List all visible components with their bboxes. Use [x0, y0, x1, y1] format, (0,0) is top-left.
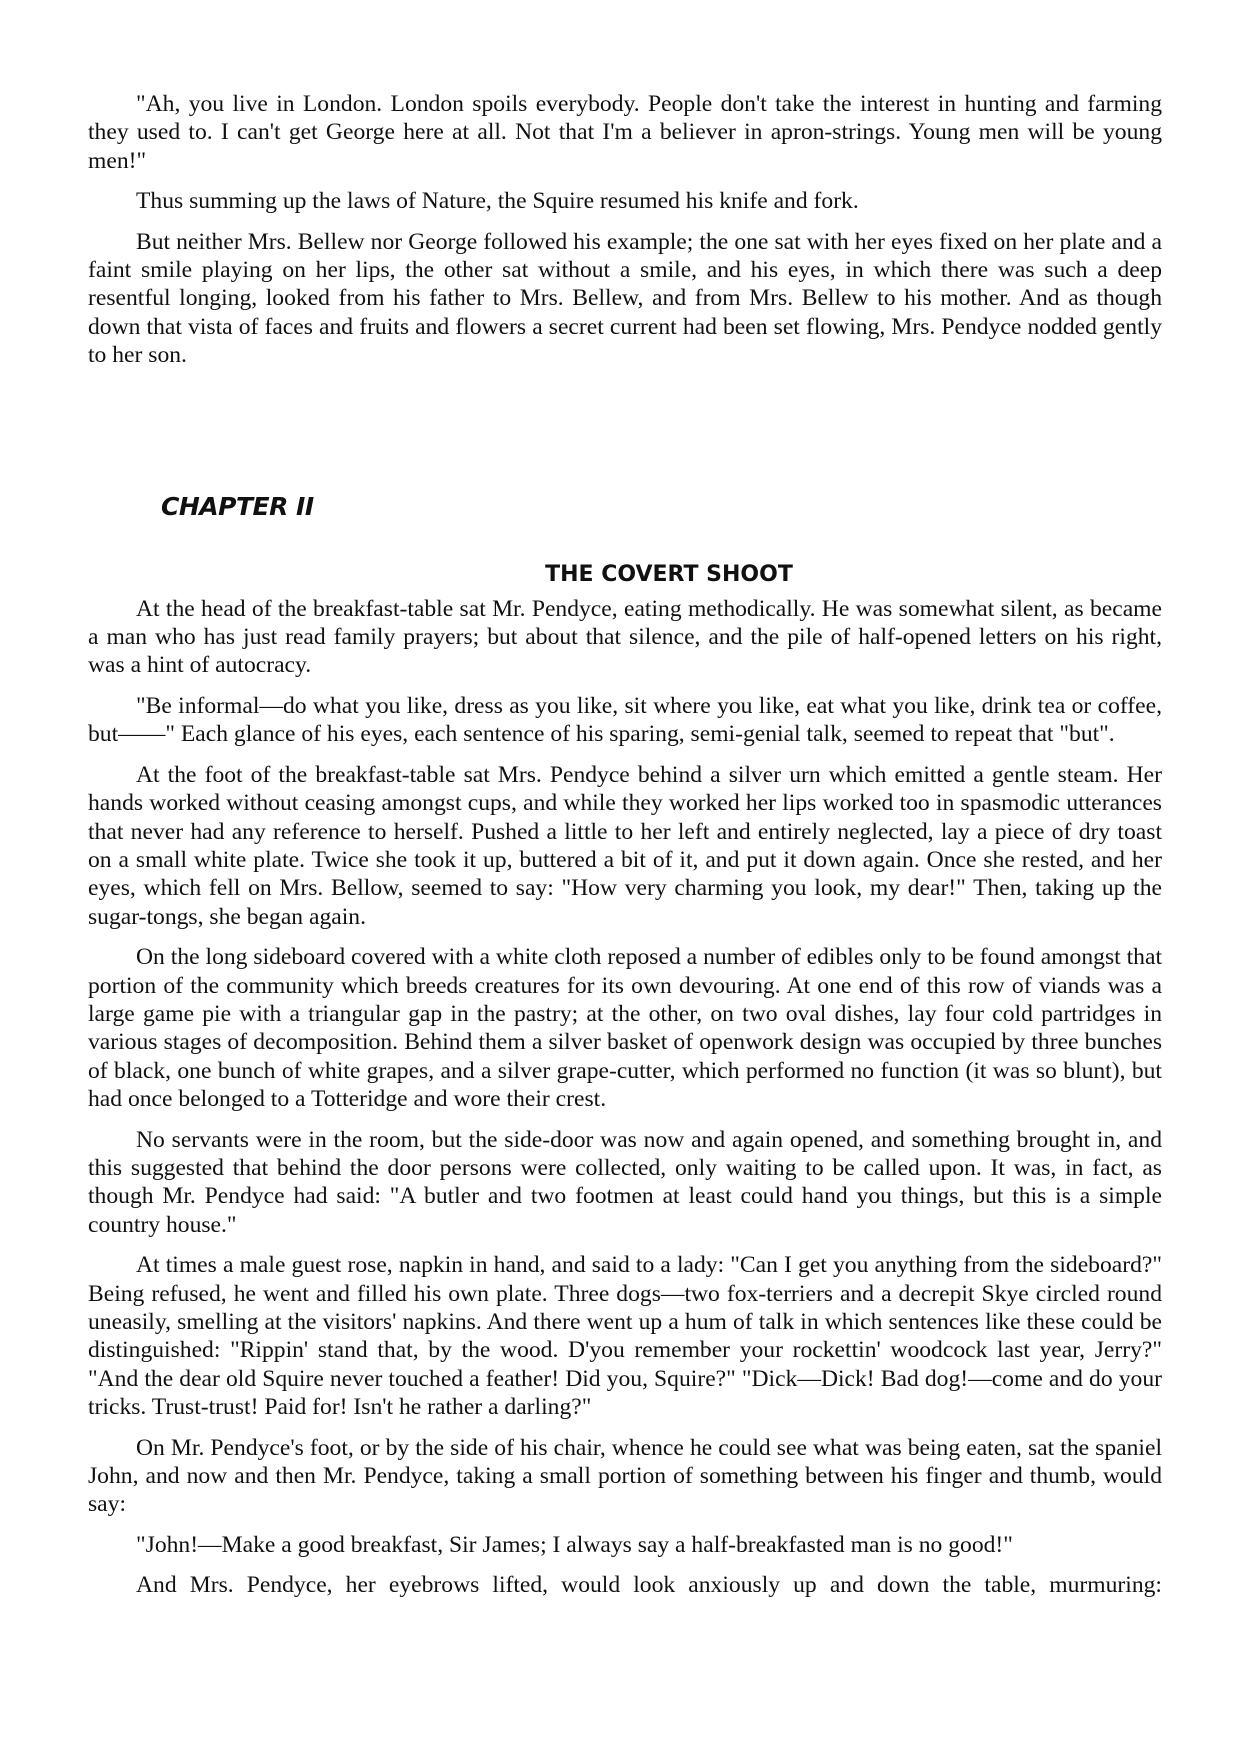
paragraph: On Mr. Pendyce's foot, or by the side of his chair, whence he could see what was being eaten, sat the spaniel John, and now and then Mr. Pendyce, taking a small portion of something between his finger and thumb, would say:	[88, 1434, 1162, 1518]
paragraph: At the foot of the breakfast-table sat Mrs. Pendyce behind a silver urn which emitted a gentle steam. Her hands worked without ceasing amongst cups, and while they worked her lips worked too in spasmodic utterances that never had any reference to herself. Pushed a little to her left and entirely neglected, lay a piece of dry toast on a small white plate. Twice she took it up, buttered a bit of it, and put it down again. Once she rested, and her eyes, which fell on Mrs. Bellow, seemed to say: "How very charming you look, my dear!" Then, taking up the sugar-tongs, she began again.	[88, 761, 1162, 930]
paragraph: But neither Mrs. Bellew nor George followed his example; the one sat with her eyes fixed on her plate and a faint smile playing on her lips, the other sat without a smile, and his eyes, in which there was such a deep resentful longing, looked from his father to Mrs. Bellew, and from Mrs. Bellew to his mother. And as though down that vista of faces and fruits and flowers a secret current had been set flowing, Mrs. Pendyce nodded gently to her son.	[88, 228, 1162, 369]
paragraph: At times a male guest rose, napkin in hand, and said to a lady: "Can I get you anything from the sideboard?" Being refused, he went and filled his own plate. Three dogs—two fox-terriers and a decrepit Skye circled round uneasily, smelling at the visitors' napkins. And there went up a hum of talk in which sentences like these could be distinguished: "Rippin' stand that, by the wood. D'you remember your rockettin' woodcock last year, Jerry?" "And the dear old Squire never touched a feather! Did you, Squire?" "Dick—Dick! Bad dog!—come and do your tricks. Trust-trust! Paid for! Isn't he rather a darling?"	[88, 1252, 1162, 1421]
document-page	[88, 90, 1162, 1612]
chapter-subtitle: THE COVERT SHOOT	[545, 561, 793, 587]
paragraph: On the long sideboard covered with a white cloth reposed a number of edibles only to be found amongst that portion of the community which breeds creatures for its own devouring. At one end of this row of viands was a large game pie with a triangular gap in the pastry; at the other, on two oval dishes, lay four cold partridges in various stages of decomposition. Behind them a silver basket of openwork design was occupied by three bunches of black, one bunch of white grapes, and a silver grape-cutter, which performed no function (it was so blunt), but had once belonged to a Totteridge and wore their crest.	[88, 944, 1162, 1113]
paragraph: At the head of the breakfast-table sat Mr. Pendyce, eating methodically. He was somewhat silent, as became a man who has just read family prayers; but about that silence, and the pile of half-opened letters on his right, was a hint of autocracy.	[88, 595, 1162, 679]
chapter-title: CHAPTER II	[161, 491, 314, 521]
paragraph: "Ah, you live in London. London spoils everybody. People don't take the interest in hunting and farming they used to. I can't get George here at all. Not that I'm a believer in apron-strings. Young men will be young men!"	[88, 91, 1162, 174]
paragraph: Thus summing up the laws of Nature, the Squire resumed his knife and fork.	[136, 188, 859, 215]
paragraph: No servants were in the room, but the side-door was now and again opened, and something brought in, and this suggested that behind the door persons were collected, only waiting to be called upon. It was, in fact, as though Mr. Pendyce had said: "A butler and two footmen at least could hand you things, but this is a simple country house."	[88, 1126, 1162, 1238]
paragraph: And Mrs. Pendyce, her eyebrows lifted, would look anxiously up and down the table, murmuring:	[136, 1572, 1162, 1599]
paragraph: "John!—Make a good breakfast, Sir James; I always say a half-breakfasted man is no good!"	[136, 1531, 1013, 1558]
paragraph: "Be informal—do what you like, dress as you like, sit where you like, eat what you like, drink tea or coffee, but——" Each glance of his eyes, each sentence of his sparing, semi-genial talk, seemed to repeat that "but".	[88, 692, 1162, 748]
chapter-spacer	[88, 382, 1162, 490]
